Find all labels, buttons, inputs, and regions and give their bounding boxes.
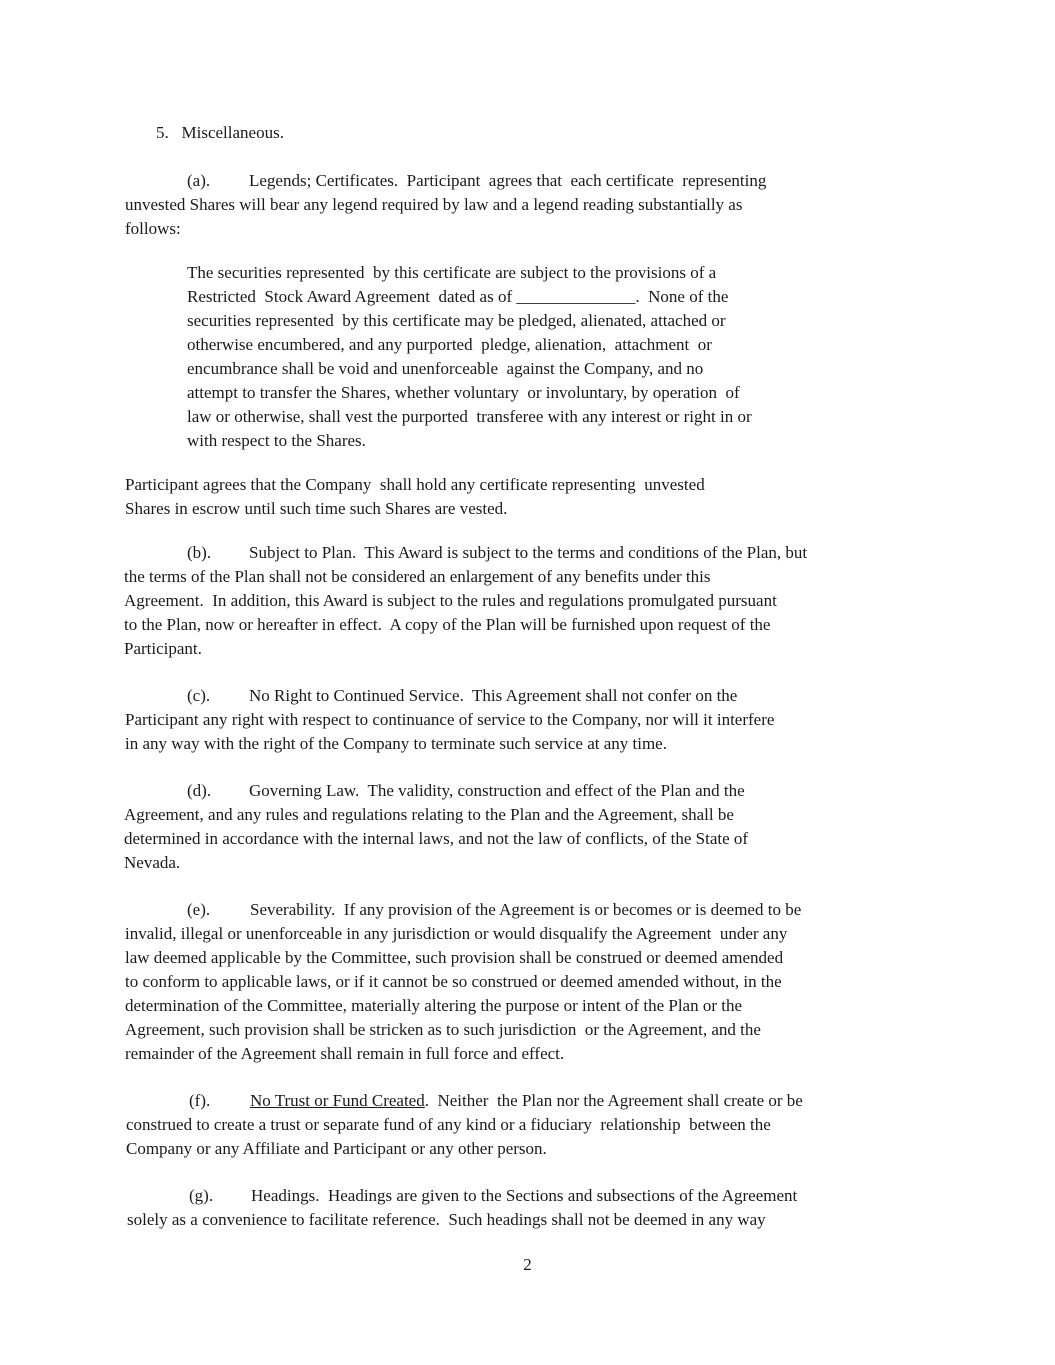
paragraph-line: construed to create a trust or separate fund of any kind or a fiduciary relationship between the	[126, 1115, 771, 1134]
paragraph-label: (a).	[187, 171, 211, 190]
paragraph-line: law deemed applicable by the Committee, such provision shall be construed or deemed amended	[125, 948, 784, 967]
paragraph-line: Agreement, and any rules and regulations relating to the Plan and the Agreement, shall be	[124, 805, 734, 824]
quote-line: securities represented by this certificate may be pledged, alienated, attached or	[187, 311, 726, 330]
paragraph-line: in any way with the right of the Company to terminate such service at any time.	[125, 734, 667, 753]
paragraph-line: follows:	[125, 219, 181, 238]
paragraph-line: Participant agrees that the Company shall hold any certificate representing unvested	[125, 475, 705, 494]
paragraph-line: Agreement, such provision shall be stricken as to such jurisdiction or the Agreement, and the	[125, 1020, 761, 1039]
quote-line: The securities represented by this certificate are subject to the provisions of a	[187, 263, 717, 282]
paragraph-label: (e).	[187, 900, 211, 919]
paragraph-label: (b).	[187, 543, 212, 562]
paragraph-line: Participant any right with respect to continuance of service to the Company, nor will it interfere	[125, 710, 775, 729]
paragraph-line: solely as a convenience to facilitate reference. Such headings shall not be deemed in any way	[127, 1210, 766, 1229]
paragraph-line: Nevada.	[124, 853, 181, 872]
paragraph-line: No Right to Continued Service. This Agreement shall not confer on the	[249, 686, 738, 705]
paragraph-line: Agreement. In addition, this Award is subject to the rules and regulations promulgated pursuant	[124, 591, 777, 610]
paragraph-line: Legends; Certificates. Participant agrees that each certificate representing	[249, 171, 767, 190]
paragraph-title: No Trust or Fund Created	[250, 1091, 425, 1110]
paragraph-line: Participant.	[124, 639, 202, 658]
paragraph-label: (f).	[189, 1091, 211, 1110]
quote-line: law or otherwise, shall vest the purported transferee with any interest or right in or	[187, 407, 752, 426]
section-heading: 5. Miscellaneous.	[156, 123, 284, 142]
paragraph-line: Headings. Headings are given to the Sections and subsections of the Agreement	[251, 1186, 798, 1205]
paragraph-line: invalid, illegal or unenforceable in any jurisdiction or would disqualify the Agreement under any	[125, 924, 788, 943]
paragraph-line: remainder of the Agreement shall remain in full force and effect.	[125, 1044, 565, 1063]
paragraph-line: Severability. If any provision of the Agreement is or becomes or is deemed to be	[250, 900, 802, 919]
paragraph-line: Subject to Plan. This Award is subject to the terms and conditions of the Plan, but	[249, 543, 808, 562]
quote-line: attempt to transfer the Shares, whether voluntary or involuntary, by operation of	[187, 383, 740, 402]
paragraph-line: Company or any Affiliate and Participant or any other person.	[126, 1139, 547, 1158]
paragraph-line: determination of the Committee, materially altering the purpose or intent of the Plan or the	[125, 996, 743, 1015]
paragraph-line: unvested Shares will bear any legend required by law and a legend reading substantially as	[125, 195, 743, 214]
paragraph-line: determined in accordance with the internal laws, and not the law of conflicts, of the State of	[124, 829, 749, 848]
paragraph-line: to the Plan, now or hereafter in effect. A copy of the Plan will be furnished upon request of the	[124, 615, 771, 634]
quote-line: encumbrance shall be void and unenforceable against the Company, and no	[187, 359, 704, 378]
quote-line: with respect to the Shares.	[187, 431, 366, 450]
paragraph-line: the terms of the Plan shall not be considered an enlargement of any benefits under this	[124, 567, 711, 586]
paragraph-line-rest: . Neither the Plan nor the Agreement shall create or be	[424, 1091, 803, 1110]
paragraph-line: to conform to applicable laws, or if it cannot be so construed or deemed amended without, in the	[125, 972, 782, 991]
quote-line: Restricted Stock Award Agreement dated as of ______________. None of the	[187, 287, 729, 306]
paragraph-label: (g).	[189, 1186, 214, 1205]
paragraph-line: Governing Law. The validity, construction and effect of the Plan and the	[249, 781, 745, 800]
paragraph-line: Shares in escrow until such time such Shares are vested.	[125, 499, 508, 518]
paragraph-line	[250, 1089, 803, 1113]
paragraph-label: (d).	[187, 781, 212, 800]
quote-line: otherwise encumbered, and any purported pledge, alienation, attachment or	[187, 335, 712, 354]
paragraph-label: (c).	[187, 686, 211, 705]
page-number: 2	[523, 1255, 532, 1274]
